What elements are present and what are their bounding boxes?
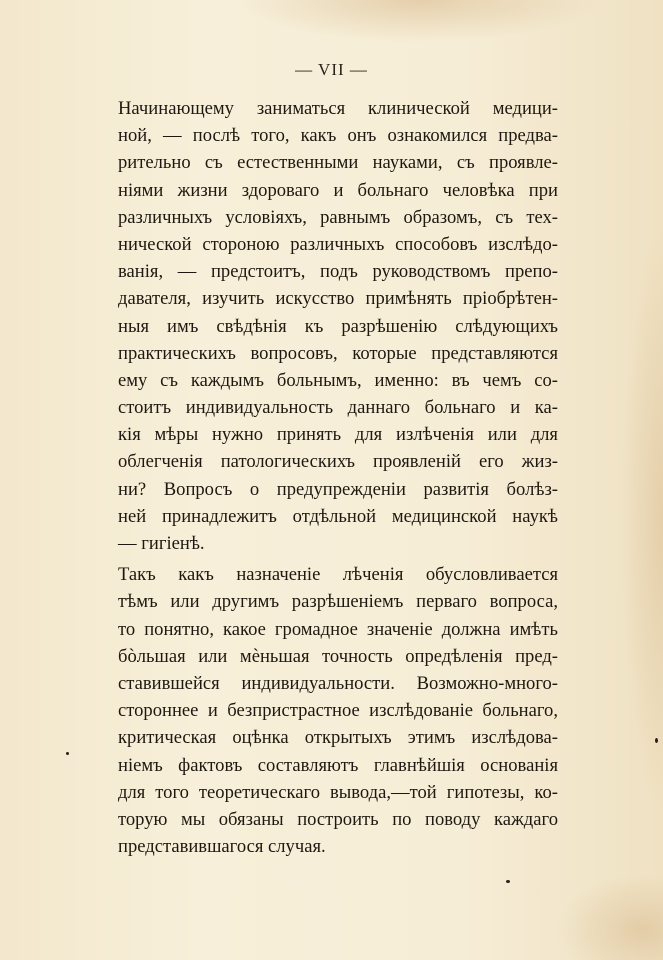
text-line: ной, — послѣ того, какъ онъ ознакомился предва-: [118, 125, 558, 147]
text-line: кія мѣры нужно принять для излѣченія или для: [118, 424, 558, 446]
text-line: то понятно, какое громадное значеніе должна имѣть: [118, 618, 558, 640]
text-line: ней принадлежитъ отдѣльной медицинской наукѣ: [118, 505, 558, 527]
text-line: бòльшая или мѐньшая точность опредѣленія пред-: [118, 645, 558, 667]
ink-speck: [66, 752, 69, 755]
text-line: ніемъ фактовъ составляютъ главнѣйшія основанія: [118, 754, 558, 776]
text-line: рительно съ естественными науками, съ проявле-: [118, 152, 558, 174]
text-line: Такъ какъ назначеніе лѣченія обусловливается: [118, 564, 558, 586]
text-line: ни? Вопросъ о предупрежденіи развитія болѣз-: [118, 478, 558, 500]
text-line: ставившейся индивидуальности. Возможно-много-: [118, 672, 558, 694]
text-line: ванія, — предстоитъ, подъ руководствомъ препо-: [118, 261, 558, 283]
text-line: различныхъ условіяхъ, равнымъ образомъ, съ тех-: [118, 206, 558, 228]
page-number: — VII —: [295, 60, 368, 79]
ink-speck: [506, 880, 510, 883]
text-line: облегченія патологическихъ проявленій его жиз-: [118, 451, 558, 473]
text-line: представившагося случая.: [118, 836, 326, 858]
text-line: ніями жизни здороваго и больнаго человѣка при: [118, 179, 558, 201]
text-line: ныя имъ свѣдѣнія къ разрѣшенію слѣдующихъ: [118, 315, 558, 337]
ink-speck: [655, 738, 658, 743]
text-line: — гигіенѣ.: [118, 533, 205, 554]
paragraph-1: [118, 95, 558, 557]
text-line: Начинающему заниматься клинической медици-: [118, 98, 558, 119]
paragraph-2: [118, 561, 558, 860]
text-line: критическая оцѣнка открытыхъ этимъ изслѣдова-: [118, 727, 558, 749]
text-line: стороннее и безпристрастное изслѣдованіе больнаго,: [118, 700, 558, 722]
text-line: тѣмъ или другимъ разрѣшеніемъ перваго вопроса,: [118, 591, 558, 613]
text-line: стоитъ индивидуальность даннаго больнаго и ка-: [118, 397, 558, 419]
text-line: ему съ каждымъ больнымъ, именно: въ чемъ со-: [118, 369, 558, 391]
text-line: давателя, изучить искусство примѣнять пріобрѣтен-: [118, 288, 558, 310]
text-line: практическихъ вопросовъ, которые представляются: [118, 342, 558, 364]
text-line: нической стороною различныхъ способовъ изслѣдо-: [118, 233, 558, 255]
text-line: торую мы обязаны построить по поводу каждаго: [118, 808, 558, 830]
text-line: для того теоретическаго вывода,—той гипотезы, ко-: [118, 781, 558, 803]
body-text: [118, 95, 558, 860]
